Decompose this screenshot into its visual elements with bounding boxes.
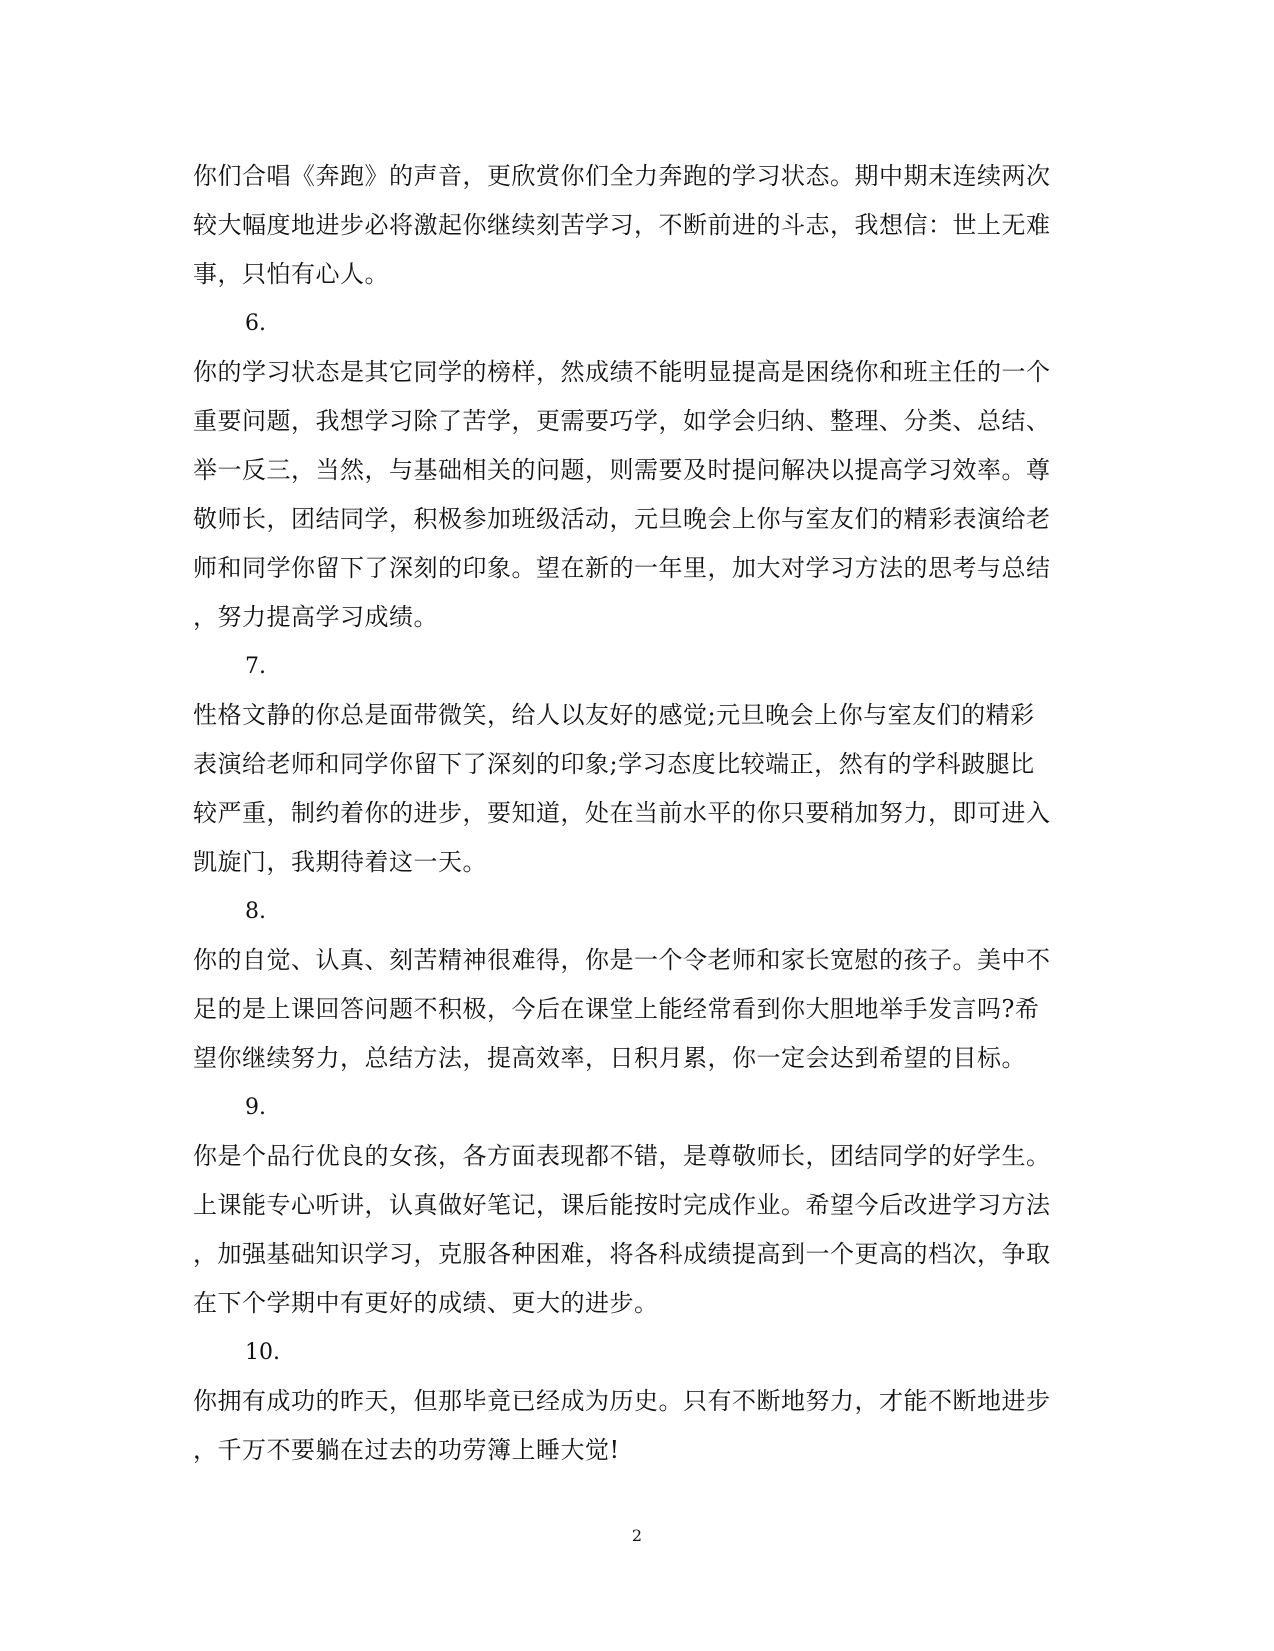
text-line: 事，只怕有心人。: [193, 260, 389, 288]
section-number: 6.: [245, 311, 266, 336]
text-line: 表演给老师和同学你留下了深刻的印象;学习态度比较端正，然有的学科跛腿比: [193, 750, 1035, 778]
text-line: 足的是上课回答问题不积极，今后在课堂上能经常看到你大胆地举手发言吗?希: [193, 995, 1040, 1023]
text-line: 你是个品行优良的女孩，各方面表现都不错，是尊敬师长，团结同学的好学生。: [193, 1142, 1051, 1170]
section-number: 7.: [245, 654, 266, 679]
text-line: 重要问题，我想学习除了苦学，更需要巧学，如学会归纳、整理、分类、总结、: [193, 407, 1051, 435]
text-line: 性格文静的你总是面带微笑，给人以友好的感觉;元旦晚会上你与室友们的精彩: [193, 701, 1035, 729]
text-line: 敬师长，团结同学，积极参加班级活动，元旦晚会上你与室友们的精彩表演给老: [193, 505, 1051, 533]
text-line: ，加强基础知识学习，克服各种困难，将各科成绩提高到一个更高的档次，争取: [193, 1240, 1051, 1268]
text-line: 举一反三，当然，与基础相关的问题，则需要及时提问解决以提高学习效率。尊: [193, 456, 1051, 484]
text-line: 较严重，制约着你的进步，要知道，处在当前水平的你只要稍加努力，即可进入: [193, 799, 1051, 827]
section-number: 10.: [245, 1340, 280, 1365]
text-line: 你们合唱《奔跑》的声音，更欣赏你们全力奔跑的学习状态。期中期末连续两次: [193, 162, 1051, 190]
text-line: ，努力提高学习成绩。: [193, 603, 438, 631]
text-line: ，千万不要躺在过去的功劳簿上睡大觉!: [193, 1436, 620, 1464]
page-number: 2: [631, 1526, 643, 1545]
text-line: 上课能专心听讲，认真做好笔记，课后能按时完成作业。希望今后改进学习方法: [193, 1191, 1051, 1219]
section-number: 8.: [245, 899, 266, 924]
section-number: 9.: [245, 1095, 266, 1120]
text-line: 在下个学期中有更好的成绩、更大的进步。: [193, 1289, 659, 1317]
text-line: 望你继续努力，总结方法，提高效率，日积月累，你一定会达到希望的目标。: [193, 1044, 1026, 1072]
text-line: 较大幅度地进步必将激起你继续刻苦学习，不断前进的斗志，我想信：世上无难: [193, 211, 1051, 239]
text-line: 凯旋门，我期待着这一天。: [193, 848, 487, 876]
text-line: 你的学习状态是其它同学的榜样，然成绩不能明显提高是困绕你和班主任的一个: [193, 358, 1051, 386]
document-body: [193, 152, 1073, 1475]
text-line: 师和同学你留下了深刻的印象。望在新的一年里，加大对学习方法的思考与总结: [193, 554, 1051, 582]
text-line: 你的自觉、认真、刻苦精神很难得，你是一个令老师和家长宽慰的孩子。美中不: [193, 946, 1051, 974]
text-line: 你拥有成功的昨天，但那毕竟已经成为历史。只有不断地努力，才能不断地进步: [193, 1387, 1051, 1415]
